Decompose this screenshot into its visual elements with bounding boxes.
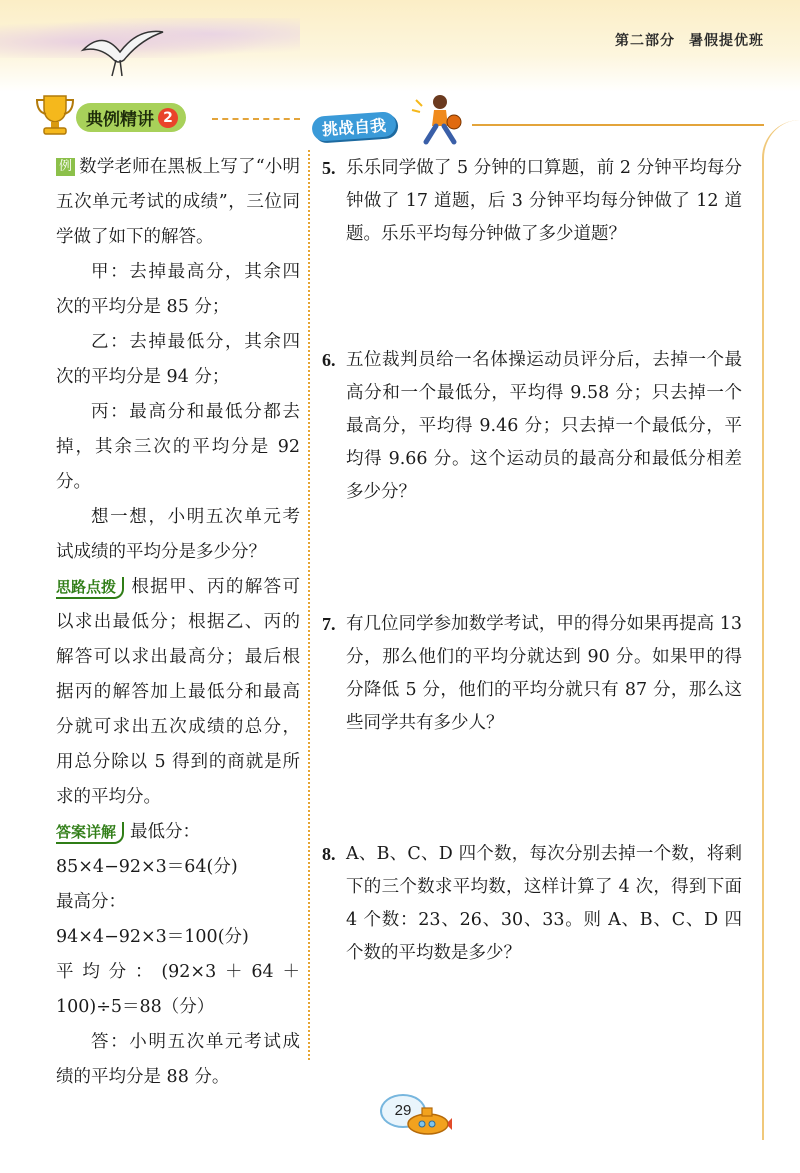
- problem-number: 8.: [322, 844, 336, 864]
- hint-label: 思路点拨: [56, 577, 124, 599]
- hint-paragraph: [56, 570, 300, 815]
- seagull-icon: [78, 20, 168, 80]
- problem-6: [322, 344, 742, 509]
- problem-number: 7.: [322, 614, 336, 634]
- answer-conclusion: 答：小明五次单元考试成绩的平均分是 88 分。: [56, 1032, 300, 1087]
- page-number: 29: [380, 1094, 426, 1128]
- problem-number: 5.: [322, 158, 336, 178]
- answer-line: 85×4−92×3＝64(分): [56, 857, 238, 877]
- problem-text: 有几位同学参加数学考试，甲的得分如果再提高 13 分，那么他们的平均分就达到 90 分。如果甲的得分降低 5 分，他们的平均分就只有 87 分，那么这些同学共有多少人？: [346, 614, 742, 733]
- section-title-example: 典例精讲: [86, 110, 154, 130]
- section-tag-challenge: 挑战自我: [311, 111, 397, 142]
- problem-text: 乐乐同学做了 5 分钟的口算题，前 2 分钟平均每分钟做了 17 道题，后 3 分钟平均每分钟做了 12 道题。乐乐平均每分钟做了多少道题？: [346, 158, 742, 244]
- problem-7: [322, 608, 742, 740]
- section-number: 2: [158, 108, 178, 128]
- header-course: 暑假提优班: [689, 33, 764, 49]
- problem-number: 6.: [322, 350, 336, 370]
- running-header: [601, 30, 764, 50]
- example-column: [56, 150, 300, 1095]
- example-question: 想一想，小明五次单元考试成绩的平均分是多少分？: [56, 507, 300, 562]
- example-badge: 例: [56, 158, 75, 176]
- example-line-bing: 丙：最高分和最低分都去掉，其余三次的平均分是 92 分。: [56, 402, 300, 492]
- submarine-icon: [404, 1102, 452, 1136]
- divider-line-right: [472, 124, 764, 126]
- answer-line: 平均分：(92×3＋64＋100)÷5＝88（分）: [56, 962, 300, 1017]
- answer-line: 最高分：: [56, 892, 126, 912]
- section-tag-example: [76, 103, 186, 132]
- answer-label: 答案详解: [56, 822, 124, 844]
- problem-text: A、B、C、D 四个数，每次分别去掉一个数，将剩下的三个数求平均数，这样计算了 4 次，得到下面 4 个数：23、26、30、33。则 A、B、C、D 四个数的平均数是多少？: [346, 844, 742, 963]
- example-line-yi: 乙：去掉最低分，其余四次的平均分是 94 分；: [56, 332, 300, 387]
- hint-text: 根据甲、丙的解答可以求出最低分；根据乙、丙的解答可以求出最高分；最后根据丙的解答加上最低分和最高分就可求出五次成绩的总分，用总分除以 5 得到的商就是所求的平均分。: [56, 577, 300, 807]
- column-divider: [308, 150, 310, 1060]
- example-intro: 例 数学老师在黑板上写了“小明五次单元考试的成绩”，三位同学做了如下的解答。: [56, 157, 300, 247]
- problem-5: [322, 152, 742, 251]
- problem-text: 五位裁判员给一名体操运动员评分后，去掉一个最高分和一个最低分，平均得 9.58 分；只去掉一个最高分，平均得 9.46 分；只去掉一个最低分，平均得 9.66 分。这个运动员的最高分和最低分相差多少分？: [346, 350, 742, 502]
- trophy-icon: [34, 92, 76, 136]
- answer-line: 94×4−92×3＝100(分): [56, 927, 249, 947]
- example-line-jia: 甲：去掉最高分，其余四次的平均分是 85 分；: [56, 262, 300, 317]
- problem-8: [322, 838, 742, 970]
- header-part: 第二部分: [615, 33, 675, 49]
- divider-line-left: [212, 118, 300, 120]
- basketball-player-icon: [410, 92, 470, 148]
- page-border-arc: [762, 120, 800, 1140]
- answer-heading: 答案详解 最低分：: [56, 822, 201, 842]
